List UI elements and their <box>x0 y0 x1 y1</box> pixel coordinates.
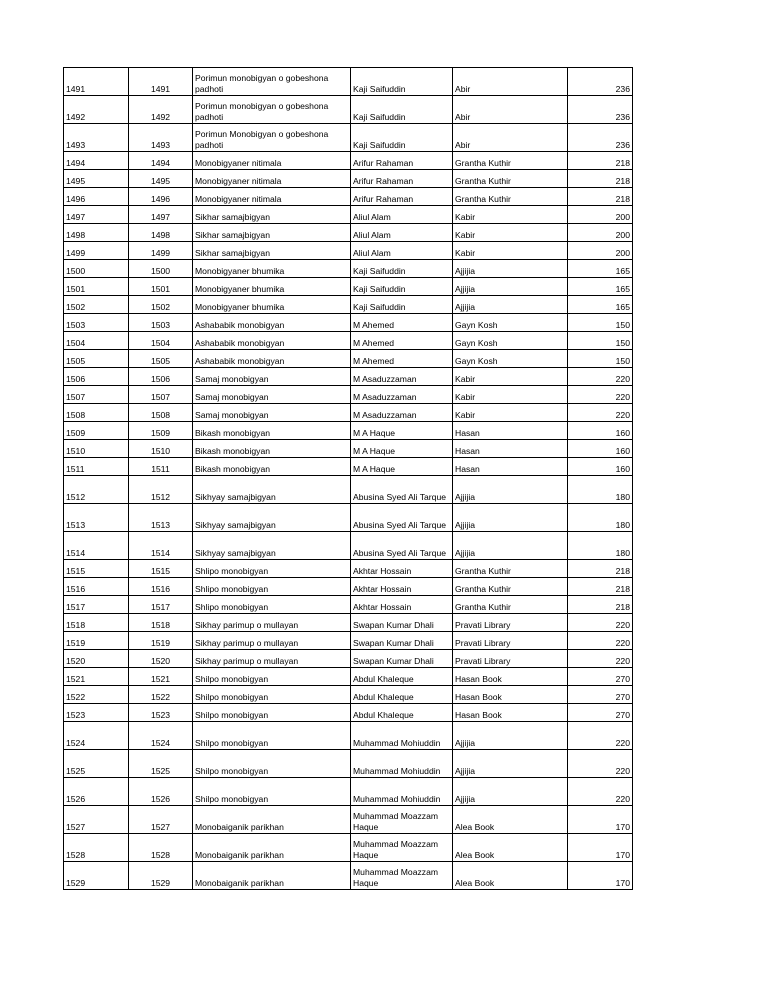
title-cell: Monobigyaner nitimala <box>193 170 351 188</box>
price-cell: 218 <box>568 596 633 614</box>
publisher-cell: Pravati Library <box>453 650 568 668</box>
table-row <box>64 314 633 332</box>
serial-cell: 1508 <box>64 404 129 422</box>
price-cell: 200 <box>568 224 633 242</box>
accession-cell: 1498 <box>129 224 193 242</box>
author-cell: Arifur Rahaman <box>351 152 453 170</box>
serial-cell: 1507 <box>64 386 129 404</box>
table-row <box>64 152 633 170</box>
title-cell: Shilpo monobigyan <box>193 750 351 778</box>
title-cell: Samaj monobigyan <box>193 386 351 404</box>
author-cell: Abdul Khaleque <box>351 704 453 722</box>
serial-cell: 1525 <box>64 750 129 778</box>
accession-cell: 1492 <box>129 96 193 124</box>
table-row <box>64 296 633 314</box>
publisher-cell: Ajjijia <box>453 750 568 778</box>
author-cell: Muhammad Mohiuddin <box>351 722 453 750</box>
price-cell: 220 <box>568 722 633 750</box>
serial-cell: 1501 <box>64 278 129 296</box>
publisher-cell: Grantha Kuthir <box>453 578 568 596</box>
table-row <box>64 560 633 578</box>
title-cell: Shilpo monobigyan <box>193 686 351 704</box>
accession-cell: 1493 <box>129 124 193 152</box>
table-row <box>64 596 633 614</box>
serial-cell: 1498 <box>64 224 129 242</box>
author-cell: M Ahemed <box>351 350 453 368</box>
book-list-table <box>63 67 633 890</box>
serial-cell: 1522 <box>64 686 129 704</box>
author-cell: Kaji Saifuddin <box>351 278 453 296</box>
accession-cell: 1511 <box>129 458 193 476</box>
publisher-cell: Pravati Library <box>453 614 568 632</box>
accession-cell: 1496 <box>129 188 193 206</box>
serial-cell: 1499 <box>64 242 129 260</box>
serial-cell: 1492 <box>64 96 129 124</box>
price-cell: 165 <box>568 278 633 296</box>
price-cell: 270 <box>568 704 633 722</box>
title-cell: Ashababik monobigyan <box>193 314 351 332</box>
accession-cell: 1501 <box>129 278 193 296</box>
table-row <box>64 386 633 404</box>
publisher-cell: Gayn Kosh <box>453 314 568 332</box>
price-cell: 160 <box>568 440 633 458</box>
author-cell: Aliul Alam <box>351 242 453 260</box>
title-cell: Monobigyaner nitimala <box>193 188 351 206</box>
table-row <box>64 224 633 242</box>
serial-cell: 1524 <box>64 722 129 750</box>
serial-cell: 1520 <box>64 650 129 668</box>
table-row <box>64 260 633 278</box>
price-cell: 180 <box>568 504 633 532</box>
publisher-cell: Kabir <box>453 368 568 386</box>
publisher-cell: Ajjijia <box>453 260 568 278</box>
title-cell: Bikash monobigyan <box>193 440 351 458</box>
serial-cell: 1500 <box>64 260 129 278</box>
author-cell: Kaji Saifuddin <box>351 124 453 152</box>
table-row <box>64 68 633 96</box>
price-cell: 170 <box>568 806 633 834</box>
publisher-cell: Hasan Book <box>453 686 568 704</box>
serial-cell: 1497 <box>64 206 129 224</box>
serial-cell: 1494 <box>64 152 129 170</box>
price-cell: 218 <box>568 152 633 170</box>
author-cell: M A Haque <box>351 458 453 476</box>
accession-cell: 1528 <box>129 834 193 862</box>
title-cell: Sikhay parimup o mullayan <box>193 614 351 632</box>
price-cell: 165 <box>568 296 633 314</box>
publisher-cell: Pravati Library <box>453 632 568 650</box>
serial-cell: 1518 <box>64 614 129 632</box>
author-cell: Abusina Syed Ali Tarque <box>351 476 453 504</box>
publisher-cell: Ajjijia <box>453 532 568 560</box>
serial-cell: 1505 <box>64 350 129 368</box>
table-row <box>64 278 633 296</box>
title-cell: Monobaiganik parikhan <box>193 806 351 834</box>
title-cell: Sikhyay samajbigyan <box>193 504 351 532</box>
publisher-cell: Ajjijia <box>453 504 568 532</box>
price-cell: 160 <box>568 422 633 440</box>
price-cell: 270 <box>568 668 633 686</box>
price-cell: 220 <box>568 650 633 668</box>
table-row <box>64 242 633 260</box>
publisher-cell: Kabir <box>453 242 568 260</box>
table-row <box>64 578 633 596</box>
accession-cell: 1509 <box>129 422 193 440</box>
author-cell: Kaji Saifuddin <box>351 96 453 124</box>
price-cell: 220 <box>568 778 633 806</box>
serial-cell: 1529 <box>64 862 129 890</box>
publisher-cell: Hasan Book <box>453 704 568 722</box>
table-row <box>64 96 633 124</box>
accession-cell: 1515 <box>129 560 193 578</box>
serial-cell: 1491 <box>64 68 129 96</box>
publisher-cell: Ajjijia <box>453 296 568 314</box>
title-cell: Shilpo monobigyan <box>193 778 351 806</box>
publisher-cell: Hasan <box>453 458 568 476</box>
title-cell: Monobigyaner nitimala <box>193 152 351 170</box>
table-row <box>64 834 633 862</box>
serial-cell: 1526 <box>64 778 129 806</box>
publisher-cell: Grantha Kuthir <box>453 188 568 206</box>
table-row <box>64 350 633 368</box>
accession-cell: 1497 <box>129 206 193 224</box>
title-cell: Sikhar samajbigyan <box>193 242 351 260</box>
price-cell: 220 <box>568 404 633 422</box>
accession-cell: 1522 <box>129 686 193 704</box>
accession-cell: 1520 <box>129 650 193 668</box>
price-cell: 200 <box>568 206 633 224</box>
accession-cell: 1507 <box>129 386 193 404</box>
table-row <box>64 632 633 650</box>
title-cell: Ashababik monobigyan <box>193 332 351 350</box>
title-cell: Porimun monobigyan o gobeshona padhoti <box>193 96 351 124</box>
price-cell: 270 <box>568 686 633 704</box>
title-cell: Bikash monobigyan <box>193 422 351 440</box>
serial-cell: 1504 <box>64 332 129 350</box>
serial-cell: 1495 <box>64 170 129 188</box>
accession-cell: 1514 <box>129 532 193 560</box>
author-cell: Kaji Saifuddin <box>351 296 453 314</box>
serial-cell: 1513 <box>64 504 129 532</box>
title-cell: Bikash monobigyan <box>193 458 351 476</box>
title-cell: Monobigyaner bhumika <box>193 278 351 296</box>
price-cell: 180 <box>568 476 633 504</box>
accession-cell: 1519 <box>129 632 193 650</box>
publisher-cell: Kabir <box>453 404 568 422</box>
table-row <box>64 532 633 560</box>
table-row <box>64 862 633 890</box>
publisher-cell: Kabir <box>453 386 568 404</box>
publisher-cell: Kabir <box>453 224 568 242</box>
accession-cell: 1504 <box>129 332 193 350</box>
accession-cell: 1525 <box>129 750 193 778</box>
table-row <box>64 404 633 422</box>
table-row <box>64 368 633 386</box>
author-cell: Abusina Syed Ali Tarque <box>351 504 453 532</box>
table-row <box>64 614 633 632</box>
publisher-cell: Alea Book <box>453 806 568 834</box>
table-row <box>64 332 633 350</box>
serial-cell: 1512 <box>64 476 129 504</box>
author-cell: M Asaduzzaman <box>351 368 453 386</box>
serial-cell: 1503 <box>64 314 129 332</box>
title-cell: Sikhar samajbigyan <box>193 224 351 242</box>
table-row <box>64 686 633 704</box>
accession-cell: 1508 <box>129 404 193 422</box>
accession-cell: 1502 <box>129 296 193 314</box>
title-cell: Shilpo monobigyan <box>193 722 351 750</box>
serial-cell: 1509 <box>64 422 129 440</box>
table-row <box>64 170 633 188</box>
author-cell: Akhtar Hossain <box>351 596 453 614</box>
price-cell: 236 <box>568 68 633 96</box>
title-cell: Shlipo monobigyan <box>193 560 351 578</box>
publisher-cell: Ajjijia <box>453 476 568 504</box>
author-cell: M Ahemed <box>351 332 453 350</box>
accession-cell: 1491 <box>129 68 193 96</box>
author-cell: Muhammad Moazzam Haque <box>351 806 453 834</box>
publisher-cell: Abir <box>453 124 568 152</box>
author-cell: Muhammad Moazzam Haque <box>351 834 453 862</box>
title-cell: Sikhay parimup o mullayan <box>193 632 351 650</box>
publisher-cell: Hasan <box>453 440 568 458</box>
title-cell: Porimun Monobigyan o gobeshona padhoti <box>193 124 351 152</box>
table-row <box>64 650 633 668</box>
table-row <box>64 422 633 440</box>
serial-cell: 1517 <box>64 596 129 614</box>
serial-cell: 1514 <box>64 532 129 560</box>
price-cell: 236 <box>568 96 633 124</box>
author-cell: M A Haque <box>351 422 453 440</box>
title-cell: Shlipo monobigyan <box>193 596 351 614</box>
serial-cell: 1519 <box>64 632 129 650</box>
table-row <box>64 476 633 504</box>
table-row <box>64 722 633 750</box>
publisher-cell: Grantha Kuthir <box>453 170 568 188</box>
author-cell: Aliul Alam <box>351 224 453 242</box>
author-cell: Abdul Khaleque <box>351 668 453 686</box>
serial-cell: 1502 <box>64 296 129 314</box>
author-cell: Kaji Saifuddin <box>351 260 453 278</box>
title-cell: Sikhyay samajbigyan <box>193 532 351 560</box>
accession-cell: 1524 <box>129 722 193 750</box>
serial-cell: 1493 <box>64 124 129 152</box>
accession-cell: 1499 <box>129 242 193 260</box>
author-cell: Arifur Rahaman <box>351 170 453 188</box>
price-cell: 170 <box>568 834 633 862</box>
publisher-cell: Ajjijia <box>453 722 568 750</box>
price-cell: 200 <box>568 242 633 260</box>
price-cell: 150 <box>568 332 633 350</box>
table-row <box>64 704 633 722</box>
serial-cell: 1510 <box>64 440 129 458</box>
accession-cell: 1512 <box>129 476 193 504</box>
accession-cell: 1517 <box>129 596 193 614</box>
publisher-cell: Abir <box>453 96 568 124</box>
table-body <box>64 68 633 890</box>
author-cell: M Asaduzzaman <box>351 386 453 404</box>
accession-cell: 1494 <box>129 152 193 170</box>
title-cell: Shilpo monobigyan <box>193 704 351 722</box>
price-cell: 218 <box>568 560 633 578</box>
publisher-cell: Abir <box>453 68 568 96</box>
title-cell: Sikhay parimup o mullayan <box>193 650 351 668</box>
price-cell: 236 <box>568 124 633 152</box>
table-row <box>64 440 633 458</box>
table-row <box>64 206 633 224</box>
price-cell: 180 <box>568 532 633 560</box>
accession-cell: 1505 <box>129 350 193 368</box>
table-row <box>64 458 633 476</box>
price-cell: 165 <box>568 260 633 278</box>
author-cell: Swapan Kumar Dhali <box>351 650 453 668</box>
serial-cell: 1528 <box>64 834 129 862</box>
author-cell: Aliul Alam <box>351 206 453 224</box>
title-cell: Samaj monobigyan <box>193 368 351 386</box>
author-cell: Arifur Rahaman <box>351 188 453 206</box>
title-cell: Sikhyay samajbigyan <box>193 476 351 504</box>
title-cell: Monobigyaner bhumika <box>193 296 351 314</box>
author-cell: Swapan Kumar Dhali <box>351 632 453 650</box>
publisher-cell: Kabir <box>453 206 568 224</box>
author-cell: Muhammad Mohiuddin <box>351 778 453 806</box>
accession-cell: 1523 <box>129 704 193 722</box>
author-cell: Akhtar Hossain <box>351 560 453 578</box>
accession-cell: 1518 <box>129 614 193 632</box>
price-cell: 220 <box>568 368 633 386</box>
table-row <box>64 668 633 686</box>
price-cell: 170 <box>568 862 633 890</box>
price-cell: 218 <box>568 188 633 206</box>
accession-cell: 1500 <box>129 260 193 278</box>
serial-cell: 1527 <box>64 806 129 834</box>
title-cell: Shilpo monobigyan <box>193 668 351 686</box>
serial-cell: 1521 <box>64 668 129 686</box>
title-cell: Monobaiganik parikhan <box>193 834 351 862</box>
table-row <box>64 504 633 532</box>
price-cell: 220 <box>568 386 633 404</box>
accession-cell: 1506 <box>129 368 193 386</box>
author-cell: Kaji Saifuddin <box>351 68 453 96</box>
price-cell: 150 <box>568 350 633 368</box>
publisher-cell: Gayn Kosh <box>453 332 568 350</box>
serial-cell: 1516 <box>64 578 129 596</box>
price-cell: 160 <box>568 458 633 476</box>
table-row <box>64 750 633 778</box>
author-cell: M Ahemed <box>351 314 453 332</box>
title-cell: Shlipo monobigyan <box>193 578 351 596</box>
title-cell: Monobigyaner bhumika <box>193 260 351 278</box>
serial-cell: 1511 <box>64 458 129 476</box>
publisher-cell: Alea Book <box>453 834 568 862</box>
serial-cell: 1496 <box>64 188 129 206</box>
table-row <box>64 778 633 806</box>
accession-cell: 1513 <box>129 504 193 532</box>
title-cell: Ashababik monobigyan <box>193 350 351 368</box>
table-row <box>64 806 633 834</box>
publisher-cell: Grantha Kuthir <box>453 152 568 170</box>
publisher-cell: Grantha Kuthir <box>453 560 568 578</box>
accession-cell: 1510 <box>129 440 193 458</box>
price-cell: 220 <box>568 750 633 778</box>
author-cell: M A Haque <box>351 440 453 458</box>
price-cell: 220 <box>568 614 633 632</box>
accession-cell: 1526 <box>129 778 193 806</box>
title-cell: Samaj monobigyan <box>193 404 351 422</box>
author-cell: Abdul Khaleque <box>351 686 453 704</box>
serial-cell: 1515 <box>64 560 129 578</box>
title-cell: Sikhar samajbigyan <box>193 206 351 224</box>
author-cell: Muhammad Mohiuddin <box>351 750 453 778</box>
price-cell: 150 <box>568 314 633 332</box>
publisher-cell: Hasan Book <box>453 668 568 686</box>
publisher-cell: Ajjijia <box>453 778 568 806</box>
author-cell: Akhtar Hossain <box>351 578 453 596</box>
author-cell: M Asaduzzaman <box>351 404 453 422</box>
author-cell: Muhammad Moazzam Haque <box>351 862 453 890</box>
publisher-cell: Ajjijia <box>453 278 568 296</box>
table-row <box>64 124 633 152</box>
table-row <box>64 188 633 206</box>
publisher-cell: Grantha Kuthir <box>453 596 568 614</box>
accession-cell: 1495 <box>129 170 193 188</box>
accession-cell: 1529 <box>129 862 193 890</box>
serial-cell: 1506 <box>64 368 129 386</box>
author-cell: Abusina Syed Ali Tarque <box>351 532 453 560</box>
accession-cell: 1527 <box>129 806 193 834</box>
serial-cell: 1523 <box>64 704 129 722</box>
title-cell: Monobaiganik parikhan <box>193 862 351 890</box>
publisher-cell: Alea Book <box>453 862 568 890</box>
price-cell: 218 <box>568 578 633 596</box>
accession-cell: 1516 <box>129 578 193 596</box>
publisher-cell: Gayn Kosh <box>453 350 568 368</box>
accession-cell: 1521 <box>129 668 193 686</box>
author-cell: Swapan Kumar Dhali <box>351 614 453 632</box>
price-cell: 218 <box>568 170 633 188</box>
price-cell: 220 <box>568 632 633 650</box>
publisher-cell: Hasan <box>453 422 568 440</box>
title-cell: Porimun monobigyan o gobeshona padhoti <box>193 68 351 96</box>
accession-cell: 1503 <box>129 314 193 332</box>
